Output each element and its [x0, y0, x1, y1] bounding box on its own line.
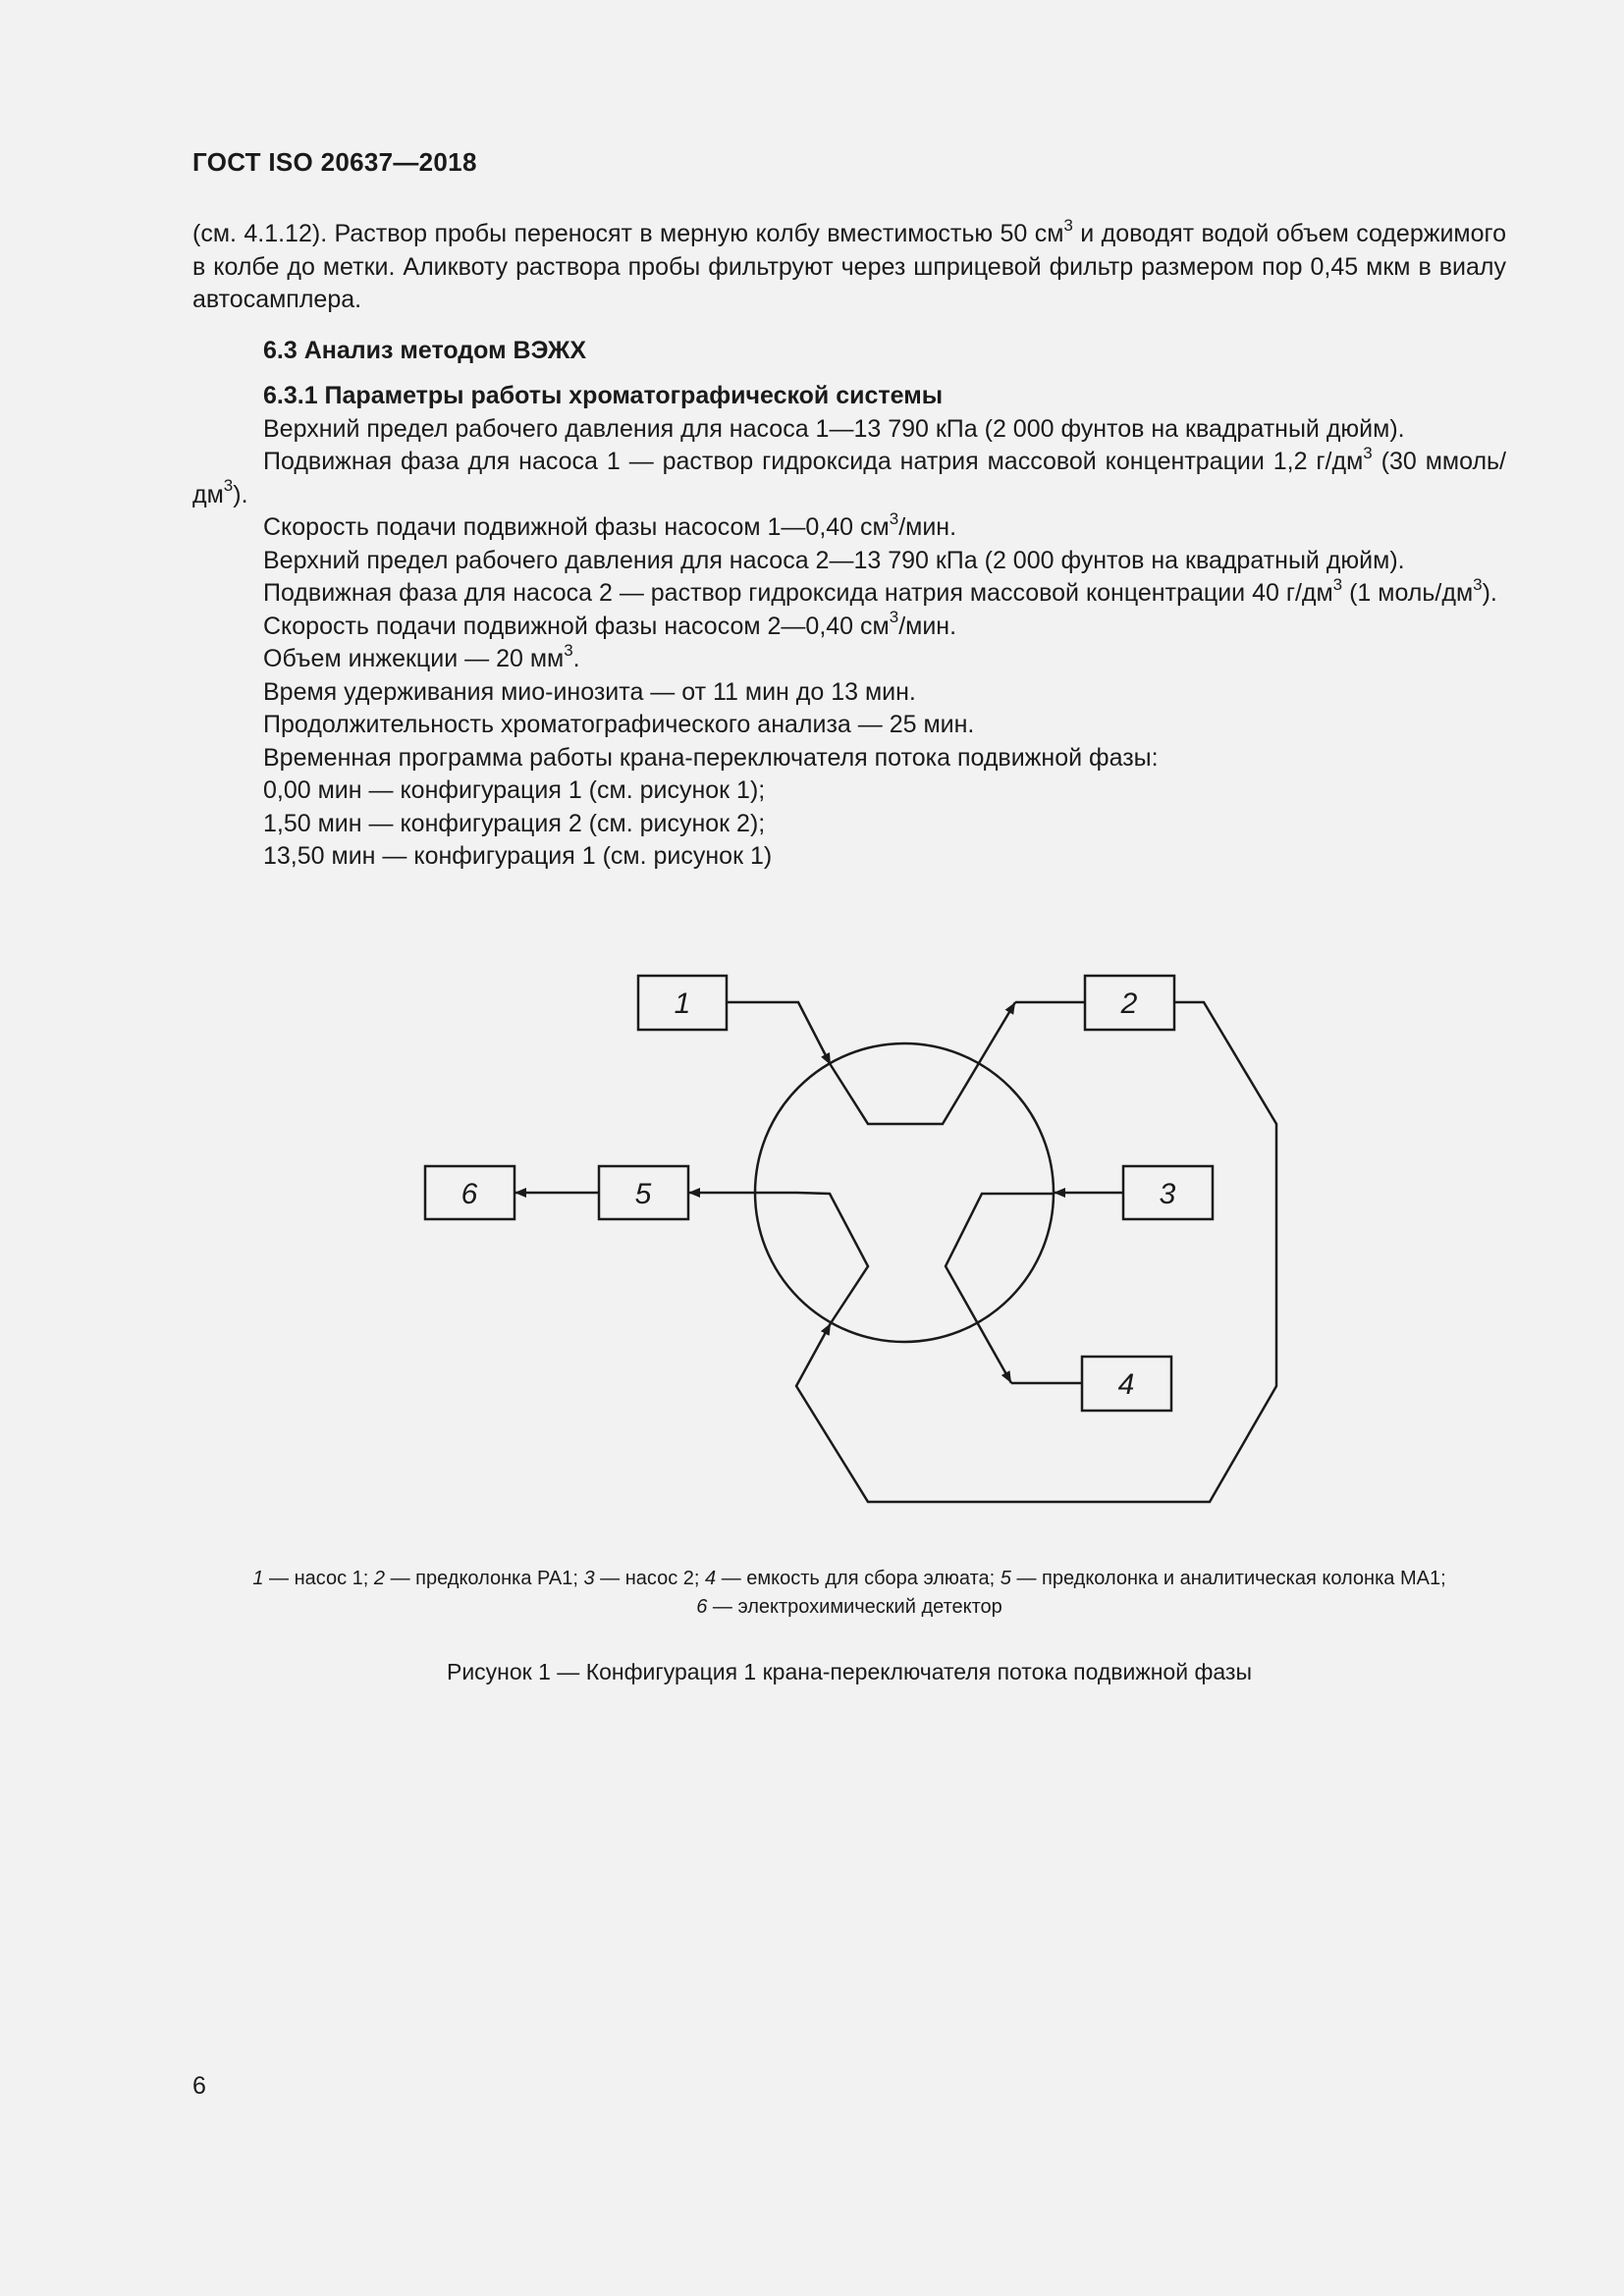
- box-label-1: 1: [674, 988, 691, 1020]
- legend-text: — насос 1;: [263, 1568, 374, 1589]
- legend-number: 4: [705, 1568, 717, 1589]
- legend-text: — предколонка PA1;: [385, 1568, 584, 1589]
- figure-legend: [192, 1565, 1506, 1622]
- param-retention-time: Время удерживания мио-инозита — от 11 мин до 13 мин.: [263, 677, 916, 706]
- superscript: 3: [889, 508, 899, 528]
- superscript: 3: [1332, 574, 1343, 594]
- param-text: Объем инжекции — 20 мм: [263, 645, 565, 672]
- superscript: 3: [564, 640, 573, 660]
- intro-text-part1: (см. 4.1.12). Раствор пробы переносят в мерную колбу вместимостью 50 см: [192, 220, 1064, 247]
- flow-valve-to-4: [946, 1194, 1054, 1383]
- param-text: /мин.: [898, 513, 957, 541]
- legend-text: — электрохимический детектор: [707, 1596, 1002, 1618]
- box-label-3: 3: [1159, 1178, 1176, 1210]
- legend-number: 2: [373, 1568, 386, 1589]
- param-text: (1 моль/дм: [1342, 579, 1474, 607]
- param-text: (30 ммоль/дм: [192, 448, 1507, 508]
- intro-text-part2: и доводят водой объем содержимого в колбе до метки. Аликвоту раствора пробы фильтруют через шприцевой фильтр размером пор 0,45 мкм в виалу автосамплера.: [192, 220, 1506, 313]
- legend-number: 1: [252, 1568, 264, 1589]
- param-text: ).: [1482, 579, 1497, 607]
- flow-valve-to-5: [688, 1193, 868, 1323]
- param-text: ).: [233, 480, 248, 508]
- flow-1-to-valve: [727, 1002, 831, 1065]
- superscript: 3: [889, 608, 899, 627]
- figure-caption: Рисунок 1 — Конфигурация 1 крана-переключателя потока подвижной фазы: [446, 1659, 1252, 1684]
- param-text: Подвижная фаза для насоса 1 — раствор гидроксида натрия массовой концентрации 1,2 г/дм: [263, 448, 1364, 475]
- subsection-heading: 6.3.1 Параметры работы хроматографической системы: [263, 382, 944, 409]
- param-analysis-duration: Продолжительность хроматографического анализа — 25 мин.: [263, 711, 975, 738]
- program-step-1: 0,00 мин — конфигурация 1 (см. рисунок 1);: [263, 776, 766, 804]
- param-text: Скорость подачи подвижной фазы насосом 1—0,40 см: [263, 513, 890, 541]
- param-pump1-pressure: Верхний предел рабочего давления для насоса 1—13 790 кПа (2 000 фунтов на квадратный дюйм).: [263, 414, 1405, 443]
- param-text: .: [572, 645, 580, 672]
- section-heading: 6.3 Анализ методом ВЭЖХ: [263, 336, 587, 364]
- legend-text: — емкость для сбора элюата;: [716, 1568, 1001, 1589]
- box-label-5: 5: [634, 1178, 652, 1210]
- document-header: ГОСТ ISO 20637—2018: [192, 147, 477, 177]
- page-number: 6: [192, 2072, 206, 2100]
- superscript: 3: [1473, 574, 1483, 594]
- flow-2-loop: [796, 1002, 1276, 1502]
- legend-text: — предколонка и аналитическая колонка MA1;: [1010, 1568, 1446, 1589]
- param-pump2-pressure: Верхний предел рабочего давления для насоса 2—13 790 кПа (2 000 фунтов на квадратный дюйм).: [263, 546, 1405, 574]
- param-text: /мин.: [898, 612, 957, 640]
- param-valve-program: Временная программа работы крана-переключателя потока подвижной фазы:: [263, 743, 1159, 772]
- box-label-6: 6: [460, 1178, 478, 1210]
- legend-text: — насос 2;: [594, 1568, 706, 1589]
- param-text: Скорость подачи подвижной фазы насосом 2—0,40 см: [263, 612, 890, 640]
- legend-number: 3: [583, 1568, 595, 1589]
- superscript: 3: [223, 476, 234, 496]
- box-label-2: 2: [1120, 988, 1138, 1020]
- legend-number: 6: [696, 1596, 708, 1618]
- box-label-4: 4: [1117, 1368, 1135, 1401]
- superscript: 3: [1363, 443, 1373, 462]
- superscript: 3: [1063, 215, 1073, 235]
- program-step-3: 13,50 мин — конфигурация 1 (см. рисунок 1): [263, 842, 773, 870]
- legend-number: 5: [1000, 1568, 1011, 1589]
- program-step-2: 1,50 мин — конфигурация 2 (см. рисунок 2);: [263, 809, 766, 837]
- param-text: Подвижная фаза для насоса 2 — раствор гидроксида натрия массовой концентрации 40 г/дм: [263, 579, 1333, 607]
- flow-valve-to-2: [831, 1002, 1015, 1124]
